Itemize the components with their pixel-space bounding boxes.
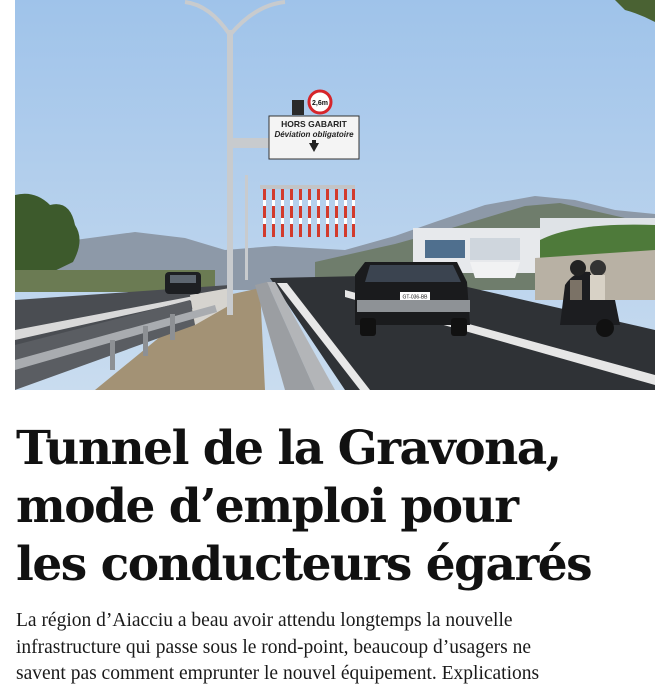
article-lede	[16, 608, 652, 688]
article-headline[interactable]	[16, 420, 646, 594]
article-photo	[15, 0, 655, 390]
lede-line: savent pas comment emprunter le nouvel équipement. Explications	[16, 663, 540, 684]
sign-line2: Déviation obligatoire	[274, 130, 354, 139]
headline-line: mode d’emploi pour	[16, 479, 518, 534]
sign-line1: HORS GABARIT	[281, 119, 347, 129]
lede-line: La région d’Aiacciu a beau avoir attendu longtemps la nouvelle	[16, 610, 513, 631]
sign-speed-limit: 2,6m	[312, 100, 328, 107]
lede-line: infrastructure qui passe sous le rond-point, beaucoup d’usagers ne	[16, 636, 531, 658]
headline-line: les conducteurs égarés	[16, 537, 592, 592]
headline-line: Tunnel de la Gravona,	[16, 421, 561, 476]
road-scene-image	[15, 0, 655, 390]
license-plate-text: GT-036-BB	[402, 294, 428, 301]
